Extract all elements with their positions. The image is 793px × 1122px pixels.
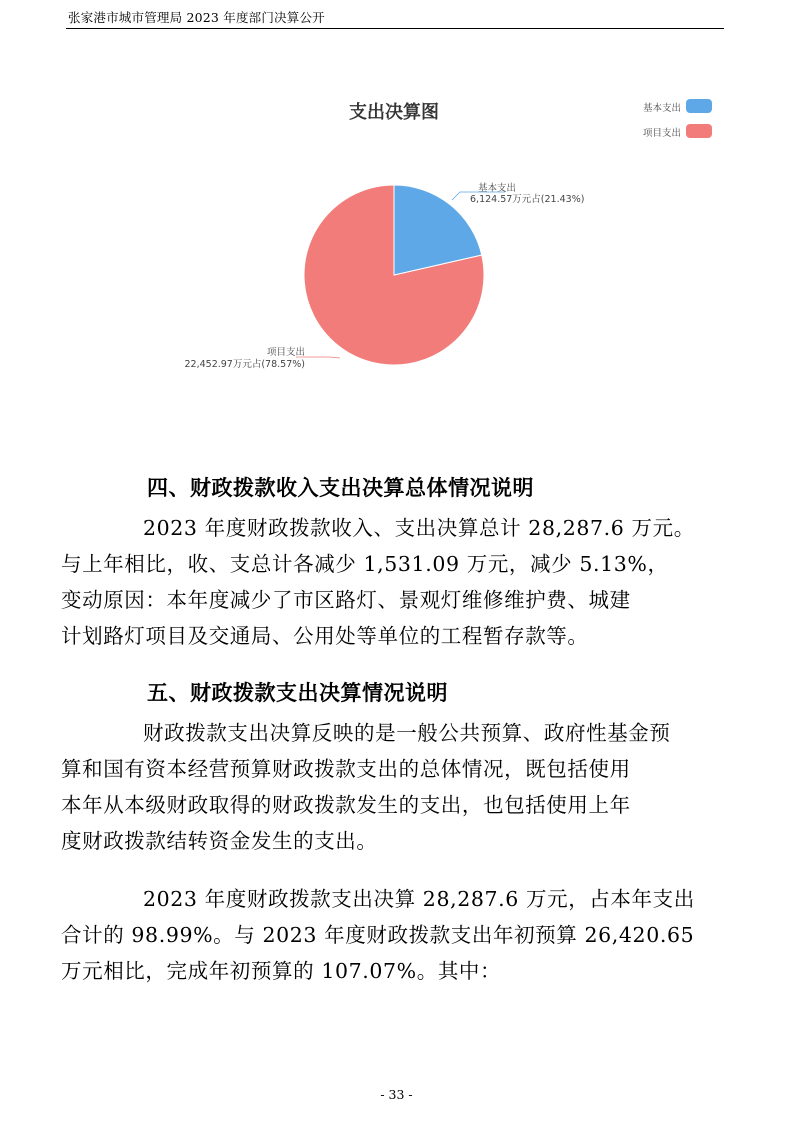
legend-swatch-basic bbox=[686, 99, 712, 113]
legend-label-basic: 基本支出 bbox=[642, 103, 681, 114]
page-number: - 33 - bbox=[380, 1087, 413, 1102]
page-header: 张家港市城市管理局 2023 年度部门决算公开 bbox=[68, 10, 325, 25]
slice-label-basic-name: 基本支出 bbox=[478, 183, 517, 194]
section-5-paragraph-2 bbox=[61, 881, 702, 989]
expenditure-pie-chart bbox=[0, 0, 793, 440]
slice-label-basic-value: 6,124.57万元占(21.43%) bbox=[470, 194, 585, 205]
legend-swatch-project bbox=[686, 124, 712, 138]
slice-label-project-value: 22,452.97万元占(78.57%) bbox=[184, 359, 305, 370]
paragraph-line: 2023 年度财政拨款收入、支出决算总计 28,287.6 万元。 bbox=[143, 516, 695, 540]
paragraph-line: 财政拨款支出决算反映的是一般公共预算、政府性基金预 bbox=[143, 721, 671, 745]
paragraph-line: 万元相比，完成年初预算的 107.07%。其中： bbox=[61, 959, 502, 983]
paragraph-line: 本年从本级财政取得的财政拨款发生的支出，也包括使用上年 bbox=[61, 793, 631, 817]
slice-label-project-name: 项目支出 bbox=[266, 347, 305, 358]
paragraph-line: 变动原因：本年度减少了市区路灯、景观灯维修维护费、城建 bbox=[61, 588, 631, 612]
paragraph-line: 计划路灯项目及交通局、公用处等单位的工程暂存款等。 bbox=[61, 624, 589, 648]
section-5-heading: 五、财政拨款支出决算情况说明 bbox=[147, 681, 448, 705]
paragraph-line: 算和国有资本经营预算财政拨款支出的总体情况，既包括使用 bbox=[61, 757, 631, 781]
paragraph-line: 度财政拨款结转资金发生的支出。 bbox=[61, 829, 378, 853]
chart-title: 支出决算图 bbox=[349, 102, 439, 123]
legend-label-project: 项目支出 bbox=[642, 128, 681, 139]
paragraph-line: 与上年相比，收、支总计各减少 1,531.09 万元，减少 5.13%， bbox=[61, 552, 669, 576]
section-5-paragraph-1 bbox=[61, 715, 702, 859]
section-4-paragraph bbox=[61, 510, 702, 654]
paragraph-line: 合计的 98.99%。与 2023 年度财政拨款支出年初预算 26,420.65 bbox=[61, 923, 695, 947]
paragraph-line: 2023 年度财政拨款支出决算 28,287.6 万元，占本年支出 bbox=[143, 887, 695, 911]
chart-legend bbox=[643, 99, 712, 139]
section-4-heading: 四、财政拨款收入支出决算总体情况说明 bbox=[147, 476, 534, 500]
